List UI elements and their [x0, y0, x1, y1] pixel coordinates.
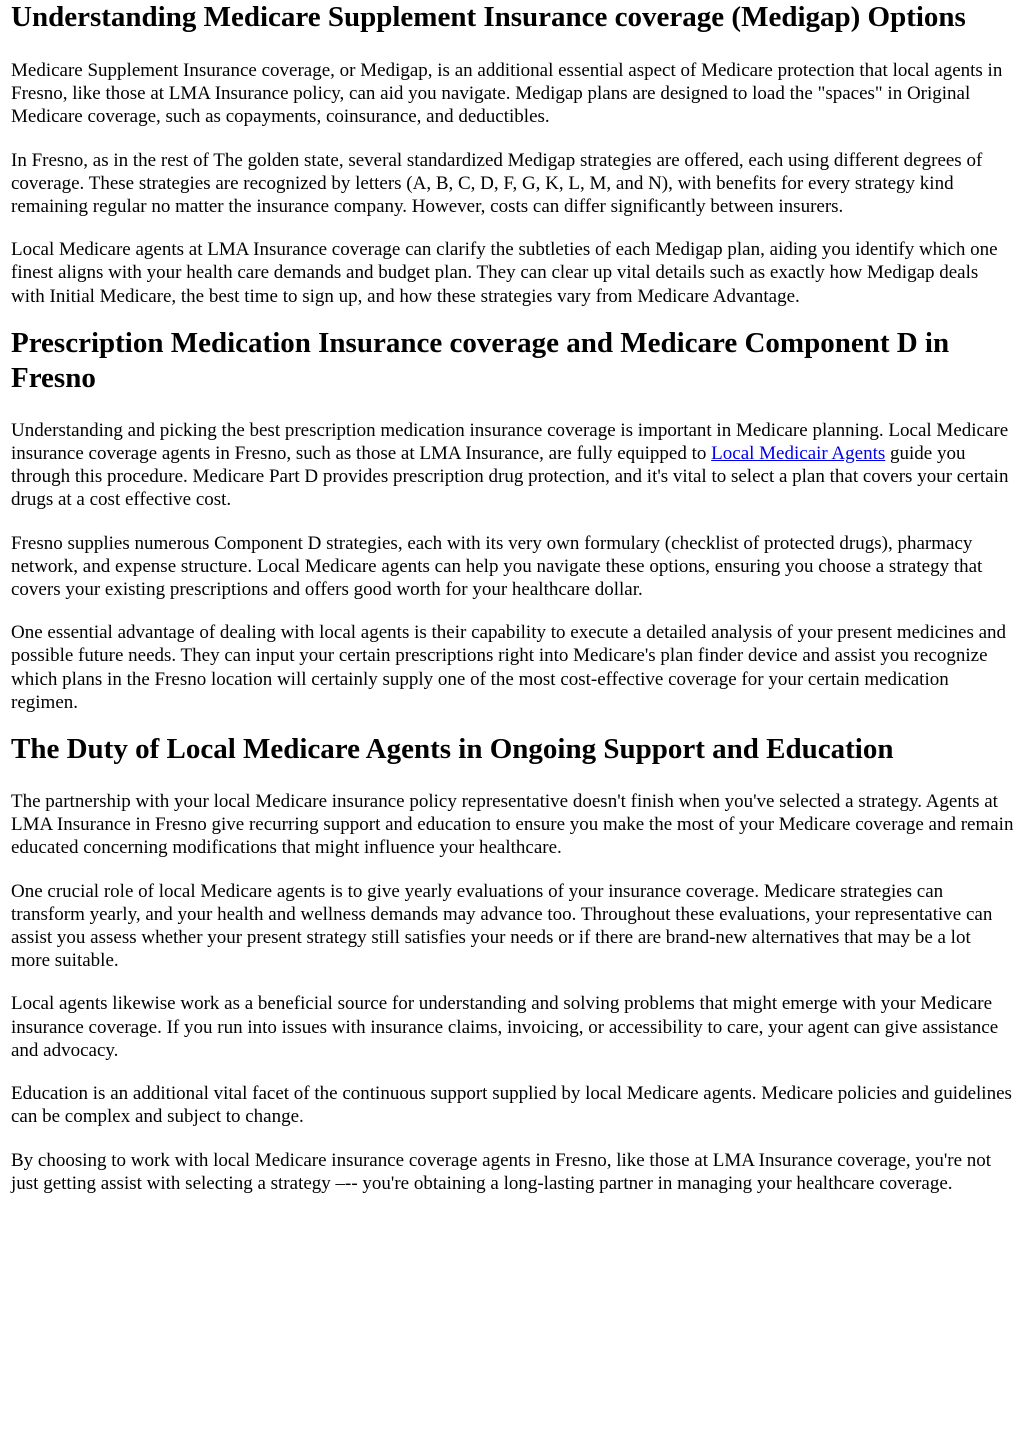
paragraph: By choosing to work with local Medicare insurance coverage agents in Fresno, like those at LMA Insurance coverage, you're not just getting assist with selecting a strategy –-- you're obtaining a long-lasting partner in managing your healthcare coverage.: [11, 1149, 992, 1194]
local-medicair-agents-link[interactable]: Local Medicair Agents: [711, 443, 886, 465]
section-heading-medigap: Understanding Medicare Supplement Insurance coverage (Medigap) Options: [11, 1, 966, 33]
paragraph: One crucial role of local Medicare agents is to give yearly evaluations of your insurance coverage. Medicare strategies can transform yearly, and your health and wellness demands may advance too. Throughout these evaluations, your representative can assist you assess whether your present strategy still satisfies your needs or if there are brand-new alternatives that may be a lot more suitable.: [11, 880, 993, 972]
paragraph: Local agents likewise work as a beneficial source for understanding and solving problems that might emerge with your Medicare insurance coverage. If you run into issues with insurance claims, invoicing, or accessibility to care, your agent can give assistance and advocacy.: [11, 993, 999, 1061]
paragraph: Medicare Supplement Insurance coverage, or Medigap, is an additional essential aspect of Medicare protection that local agents in Fresno, like those at LMA Insurance policy, can aid you navigate. Medigap plans are designed to load the "spaces" in Original Medicare coverage, such as copayments, coinsurance, and deductibles.: [11, 60, 1003, 128]
section-heading-part-d: Prescription Medication Insurance coverage and Medicare Component D in Fresno: [11, 326, 950, 394]
paragraph: Local Medicare agents at LMA Insurance coverage can clarify the subtleties of each Medigap plan, aiding you identify which one finest aligns with your health care demands and budget plan. They can clear up vital details such as exactly how Medigap deals with Initial Medicare, the best time to sign up, and how these strategies vary from Medicare Advantage.: [11, 239, 998, 307]
paragraph: One essential advantage of dealing with local agents is their capability to execute a detailed analysis of your present medicines and possible future needs. They can input your certain prescriptions right into Medicare's plan finder device and assist you recognize which plans in the Fresno location will certainly supply one of the most cost-effective coverage for your certain medication regimen.: [11, 622, 1007, 713]
paragraph-with-link: [11, 419, 1014, 512]
paragraph: In Fresno, as in the rest of The golden state, several standardized Medigap strategies are offered, each using different degrees of coverage. These strategies are recognized by letters (A, B, C, D, F, G, K, L, M, and N), with benefits for every strategy kind remaining regular no matter the insurance company. However, costs can differ significantly between insurers.: [11, 149, 983, 218]
section-heading-ongoing-support: The Duty of Local Medicare Agents in Ongoing Support and Education: [11, 733, 894, 766]
paragraph-text: guide you through this procedure. Medicare Part D provides prescription drug protection, and it's vital to select a plan that covers your certain drugs at a cost effective cost.: [11, 443, 1009, 511]
paragraph-text: Understanding and picking the best prescription medication insurance coverage is important in Medicare planning. Local Medicare insurance coverage agents in Fresno, such as those at LMA Insurance, are fully equipped to: [11, 419, 1009, 465]
paragraph: Education is an additional vital facet of the continuous support supplied by local Medicare agents. Medicare policies and guidelines can be complex and subject to change.: [11, 1083, 1012, 1128]
paragraph: Fresno supplies numerous Component D strategies, each with its very own formulary (checklist of protected drugs), pharmacy network, and expense structure. Local Medicare agents can help you navigate these options, ensuring you choose a strategy that covers your existing prescriptions and offers good worth for your healthcare dollar.: [11, 532, 983, 601]
paragraph: The partnership with your local Medicare insurance policy representative doesn't finish when you've selected a strategy. Agents at LMA Insurance in Fresno give recurring support and education to ensure you make the most of your Medicare coverage and remain educated concerning modifications that might influence your healthcare.: [11, 791, 1014, 859]
